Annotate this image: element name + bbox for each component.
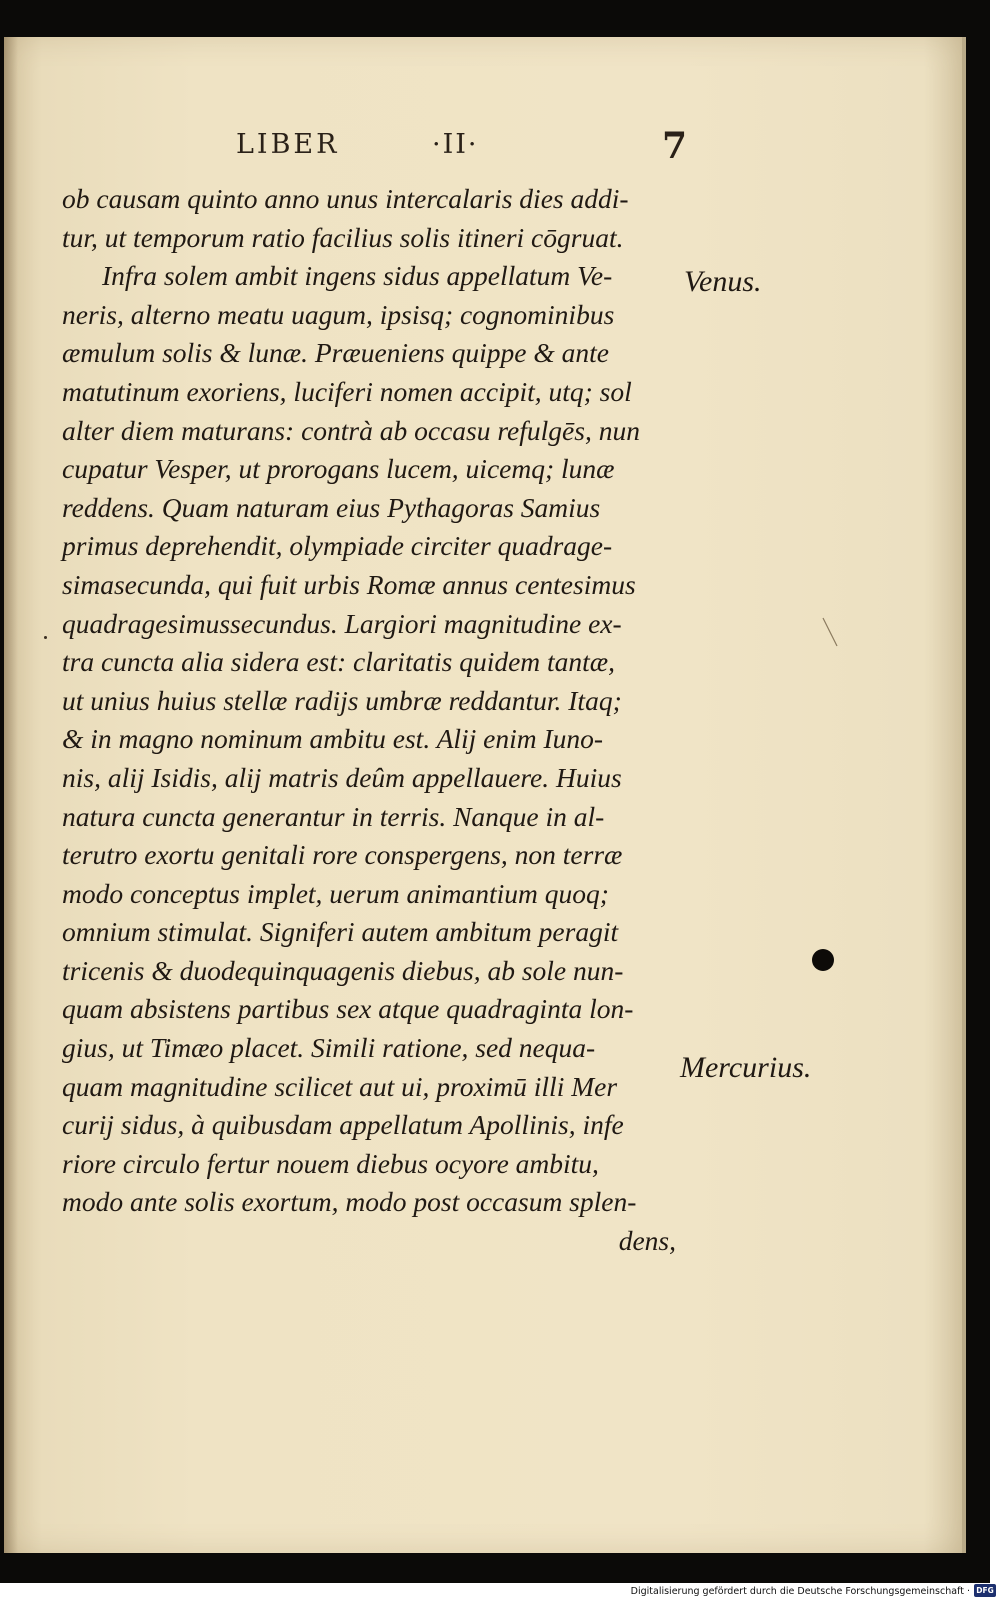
text-line: primus deprehendit, olympiade circiter quadrage- <box>62 530 613 562</box>
text-line: terutro exortu genitali rore conspergens, non terræ <box>62 839 623 871</box>
text-line: reddens. Quam naturam eius Pythagoras Samius <box>62 491 601 523</box>
text-line: quadragesimussecundus. Largiori magnitudine ex- <box>62 607 622 639</box>
text-line: riore circulo fertur nouem diebus ocyore ambitu, <box>62 1147 599 1179</box>
text-line: nis, alij Isidis, alij matris deûm appellauere. Huius <box>62 761 622 793</box>
text-line: ob causam quinto anno unus intercalaris dies addi- <box>62 183 629 214</box>
running-title: LIBER <box>236 129 340 160</box>
text-line: quam absistens partibus sex atque quadraginta lon- <box>62 993 634 1025</box>
text-line: modo ante solis exortum, modo post occasum splen- <box>62 1186 637 1218</box>
text-line: tricenis & duodequinquagenis diebus, ab sole nun- <box>62 954 624 986</box>
dfg-logo: DFG <box>974 1584 996 1597</box>
marginal-note-mercurius: Mercurius. <box>680 1051 812 1084</box>
marginal-note-venus: Venus. <box>684 265 762 298</box>
folio-number: 7 <box>662 125 688 167</box>
gutter-shadow <box>4 37 18 1553</box>
text-line: curij sidus, à quibusdam appellatum Apollinis, infe <box>62 1109 624 1141</box>
text-line: neris, alterno meatu uagum, ipsisq; cognominibus <box>62 298 615 330</box>
text-line: natura cuncta generantur in terris. Nanque in al- <box>62 800 605 832</box>
text-line: matutinum exoriens, luciferi nomen accipit, utq; sol <box>62 375 632 407</box>
digitization-credit: Digitalisierung gefördert durch die Deutsche Forschungsgemeinschaft · <box>630 1586 970 1597</box>
page-header <box>4 125 962 169</box>
text-line: simasecunda, qui fuit urbis Romæ annus centesimus <box>62 568 636 600</box>
text-line: æmulum solis & lunæ. Præueniens quippe & ante <box>62 337 609 369</box>
ink-blot <box>812 949 834 971</box>
text-line: Infra solem ambit ingens sidus appellatum Ve- <box>102 260 613 292</box>
book-number: ·II· <box>432 129 479 160</box>
text-line: modo conceptus implet, uerum animantium quoq; <box>62 877 609 909</box>
book-page <box>4 37 966 1553</box>
stray-ink-dot <box>44 636 47 639</box>
text-line: omnium stimulat. Signiferi autem ambitum peragit <box>62 916 619 948</box>
text-line: tur, ut temporum ratio facilius solis itineri cōgruat. <box>62 221 624 253</box>
paper-scratch-mark <box>822 617 838 647</box>
text-line: & in magno nominum ambitu est. Alij enim Iuno- <box>62 723 604 755</box>
text-line: quam magnitudine scilicet aut ui, proximū illi Mer <box>62 1070 618 1102</box>
text-line: alter diem maturans: contrà ab occasu refulgēs, nun <box>62 414 640 446</box>
text-line: gius, ut Timæo placet. Simili ratione, sed nequa- <box>62 1032 596 1064</box>
text-line: tra cuncta alia sidera est: claritatis quidem tantæ, <box>62 646 616 678</box>
text-line: ut unius huius stellæ radijs umbræ reddantur. Itaq; <box>62 684 622 716</box>
text-line: cupatur Vesper, ut prorogans lucem, uicemq; lunæ <box>62 453 615 485</box>
catchword: dens, <box>618 1225 676 1257</box>
main-text-block <box>62 180 682 1261</box>
